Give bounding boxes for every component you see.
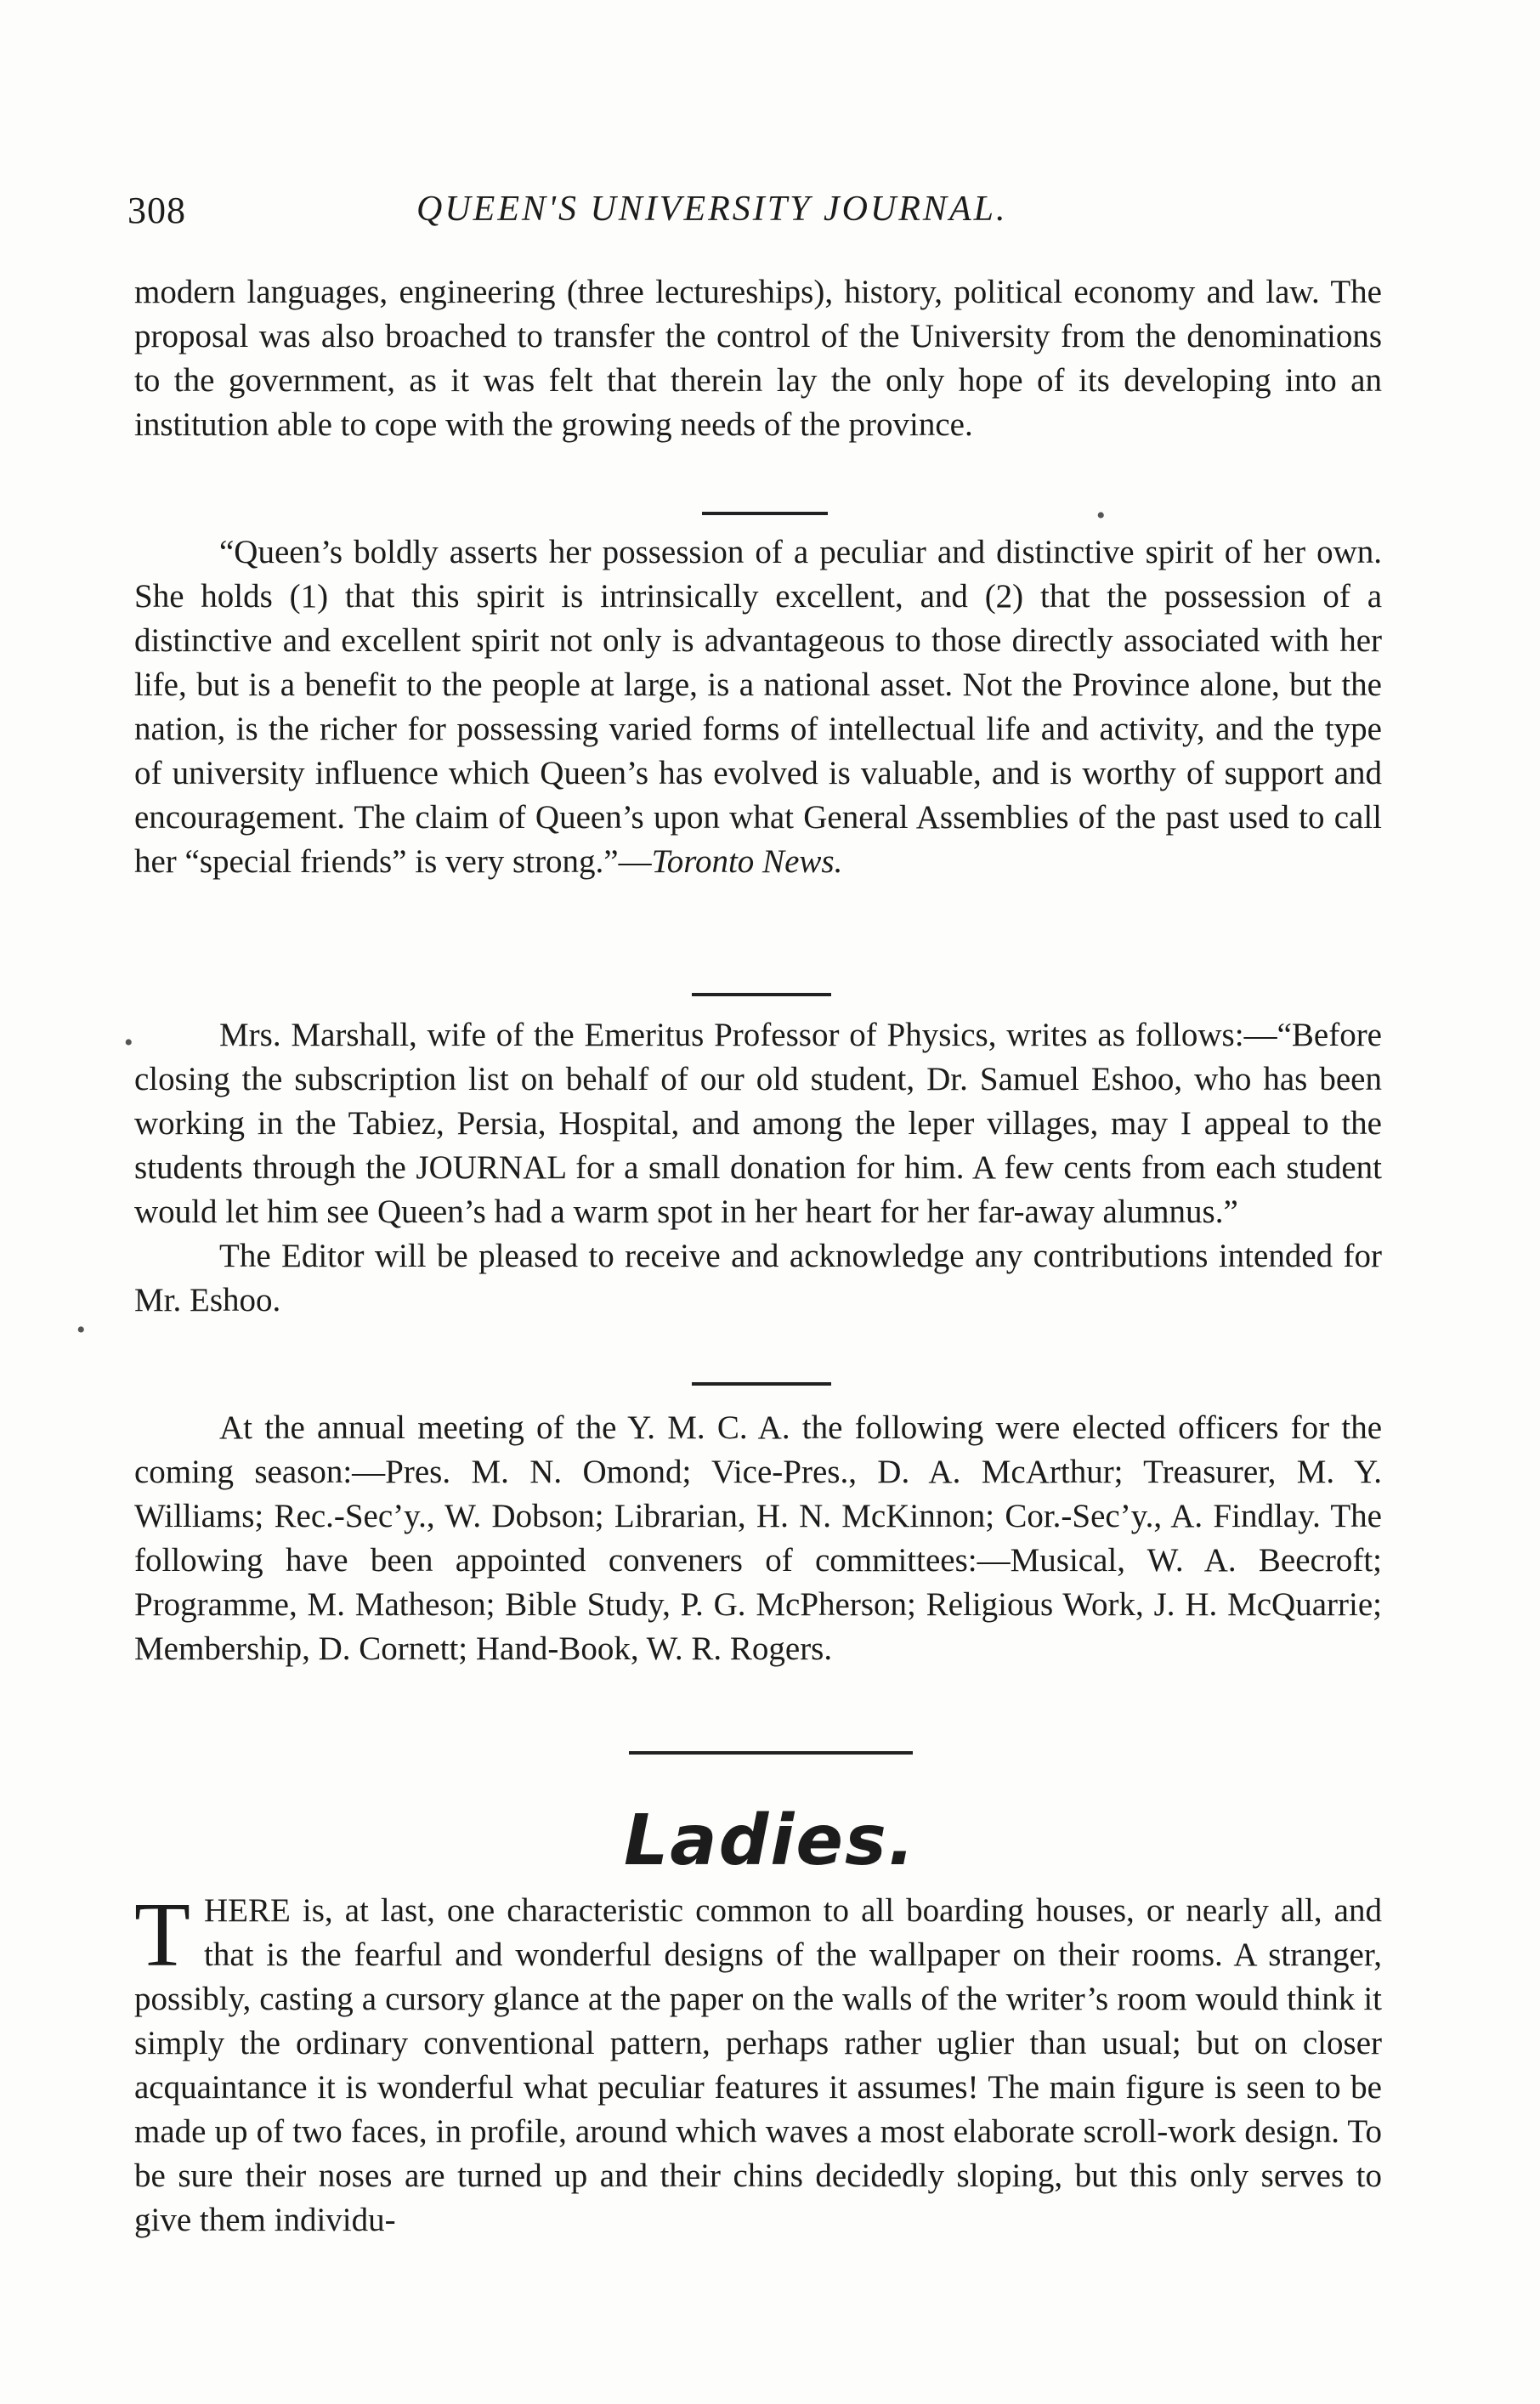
ladies-text: HERE is, at last, one characteristic common to all boarding houses, or nearly all, and that is the fearful and wonderful designs of the wallpaper on their rooms. A stranger, possibly, casting a cursory glance at the paper on the walls of the writer’s room would think it simply the ordinary conventional pattern, perhaps rather uglier than usual; but on closer acquaintance it is wonderful what peculiar features it assumes! The main figure is seen to be made up of two faces, in profile, around which waves a most elaborate scroll-work design. To be sure their noses are turned up and their chins decidedly sloping, but this only serves to give them individu-: [134, 1892, 1382, 2238]
paragraph-ymca-officers: [134, 1406, 1382, 1671]
ladies-section-body: [134, 1885, 1382, 2242]
section-divider: [692, 993, 831, 996]
paragraph-text: modern languages, engineering (three lectureships), history, political economy and law. The proposal was also broached to transfer the control of the University from the denominations to the government, as it was felt that therein lay the only hope of its developing into an institution able to cope with the growing needs of the province.: [134, 274, 1382, 443]
stray-mark: •: [76, 1316, 86, 1344]
drop-cap: T: [134, 1885, 190, 1986]
paragraph-university-proposal: [134, 270, 1382, 447]
quote-source: Toronto News.: [651, 843, 843, 880]
quote-text: “Queen’s boldly asserts her possession of a peculiar and distinctive spirit of her own. She holds (1) that this spirit is intrinsically excellent, and (2) that the possession of a distinctive and excellent spirit not only is advantageous to those directly associated with her life, but is a benefit to the people at large, is a national asset. Not the Province alone, but the nation, is the richer for possessing varied forms of intellectual life and activity, and the type of university influence which Queen’s has evolved is valuable, and is worthy of support and encouragement. The claim of Queen’s upon what General Assemblies of the past used to call her “special friends” is very strong.”—: [134, 534, 1382, 880]
section-divider: [629, 1751, 913, 1755]
section-divider: [702, 512, 828, 515]
section-divider: [692, 1382, 831, 1386]
ladies-section-heading: Ladies.: [624, 1800, 916, 1881]
paragraph-text: At the annual meeting of the Y. M. C. A. the following were elected officers for the coming season:—Pres. M. N. Omond; Vice-Pres., D. A. McArthur; Treasurer, M. Y. Williams; Rec.-Sec’y., W. Dobson; Librarian, H. N. McKinnon; Cor.-Sec’y., A. Findlay. The following have been appointed conveners of committees:—Musical, W. A. Beecroft; Programme, M. Matheson; Bible Study, P. G. McPherson; Religious Work, J. H. McQuarrie; Membership, D. Cornett; Hand-Book, W. R. Rogers.: [134, 1409, 1382, 1667]
paragraph-marshall-letter: [134, 1013, 1382, 1323]
stray-mark: •: [124, 1029, 133, 1057]
page-number: 308: [127, 190, 186, 231]
stray-mark: •: [1096, 502, 1106, 530]
journal-title: QUEEN'S UNIVERSITY JOURNAL.: [416, 190, 1008, 229]
paragraph-editor-note: The Editor will be pleased to receive and acknowledge any contributions intended for Mr. Eshoo.: [134, 1238, 1382, 1318]
paragraph-text: Mrs. Marshall, wife of the Emeritus Professor of Physics, writes as follows:—“Before closing the subscription list on behalf of our old student, Dr. Samuel Eshoo, who has been working in the Tabiez, Persia, Hospital, and among the leper villages, may I appeal to the students through the JOURNAL for a small donation for him. A few cents from each student would let him see Queen’s had a warm spot in her heart for her far-away alumnus.”: [134, 1017, 1382, 1230]
paragraph-toronto-news-quote: [134, 530, 1382, 884]
page-header: [127, 189, 1402, 248]
